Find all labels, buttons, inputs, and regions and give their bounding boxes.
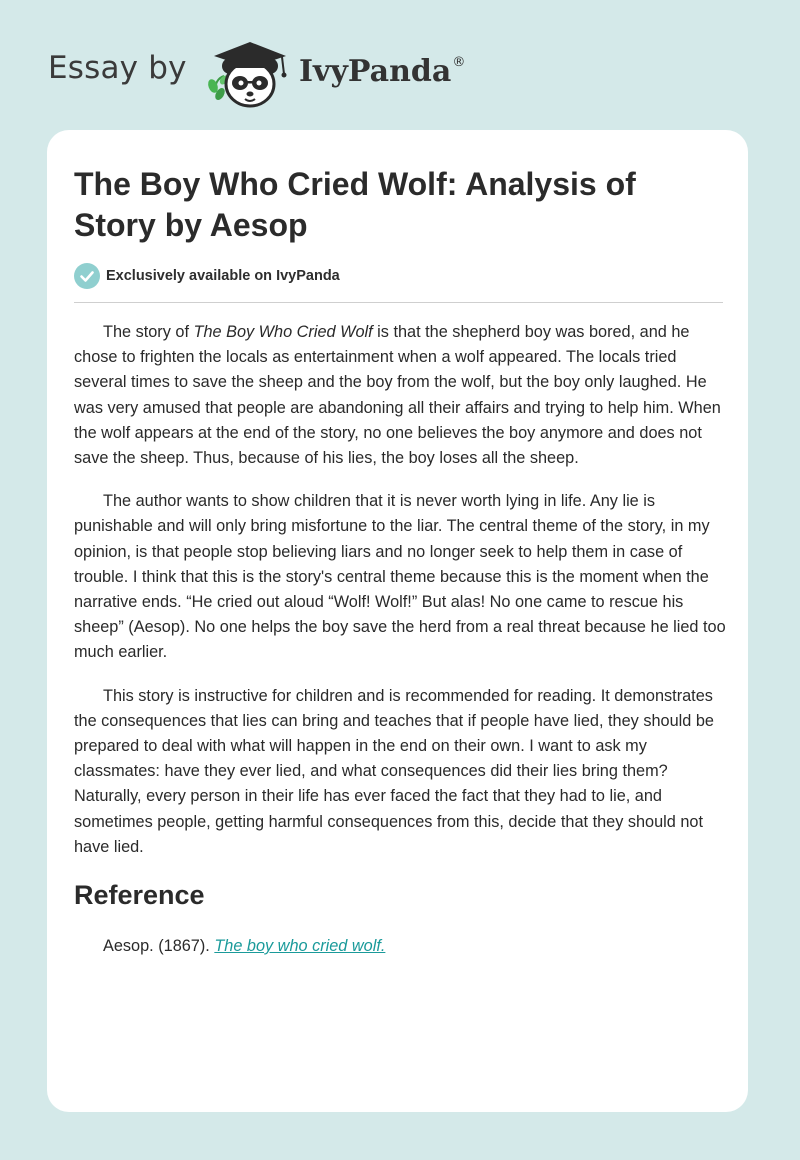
- ivypanda-logo-icon: [204, 36, 294, 112]
- essay-card: [47, 130, 748, 1112]
- reference-link[interactable]: The boy who cried wolf.: [214, 937, 386, 956]
- site-header: [48, 36, 568, 116]
- paragraph-3: This story is instructive for children and is recommended for reading. It demonstrates the consequences that lies can bring and teaches that if people have lied, they should be prepared to deal with what will happen in the end on their own. I want to ask my classmates: have they ever lied, and what consequences did their lies bring them? Naturally, every person in their life has ever faced the fact that they had to lie, and sometimes people, getting harmful consequences from this, decide that they should not have lied.: [74, 686, 714, 856]
- reference-heading: Reference: [74, 880, 205, 911]
- essay-by-label: Essay by: [48, 50, 187, 86]
- story-title-italic: The Boy Who Cried Wolf: [193, 323, 373, 341]
- paragraph-1: The story of The Boy Who Cried Wolf is that the shepherd boy was bored, and he chose to frighten the locals as entertainment when a wolf appeared. The locals tried several times to save the sheep and the boy from the wolf, but the boy only laughed. He was very amused that people are abandoning all their affairs and trying to help him. When the wolf appears at the end of the story, no one believes the boy anymore and does not save the sheep. Thus, because of his lies, the boy loses all the sheep.: [74, 323, 721, 468]
- badge-label: Exclusively available on IvyPanda: [106, 268, 340, 284]
- exclusive-badge: [74, 263, 474, 289]
- check-icon: [74, 263, 100, 289]
- registered-mark: ®: [452, 55, 466, 70]
- reference-entry: Aesop. (1867). The boy who cried wolf.: [103, 937, 386, 956]
- paragraph-2: The author wants to show children that it is never worth lying in life. Any lie is punishable and will only bring misfortune to the liar. The central theme of the story, in my opinion, is that people stop believing liars and no longer seek to help them in case of trouble. I think that this is the story's central theme because this is the moment when the narrative ends. “He cried out aloud “Wolf! Wolf!” But alas! No one came to rescue his sheep” (Aesop). No one helps the boy save the herd from a real threat because he lied too much earlier.: [74, 492, 726, 662]
- divider: [74, 302, 723, 303]
- brand-name: IvyPanda®: [299, 54, 466, 89]
- page-title: The Boy Who Cried Wolf: Analysis of Story by Aesop: [74, 166, 636, 243]
- essay-body: [74, 320, 726, 959]
